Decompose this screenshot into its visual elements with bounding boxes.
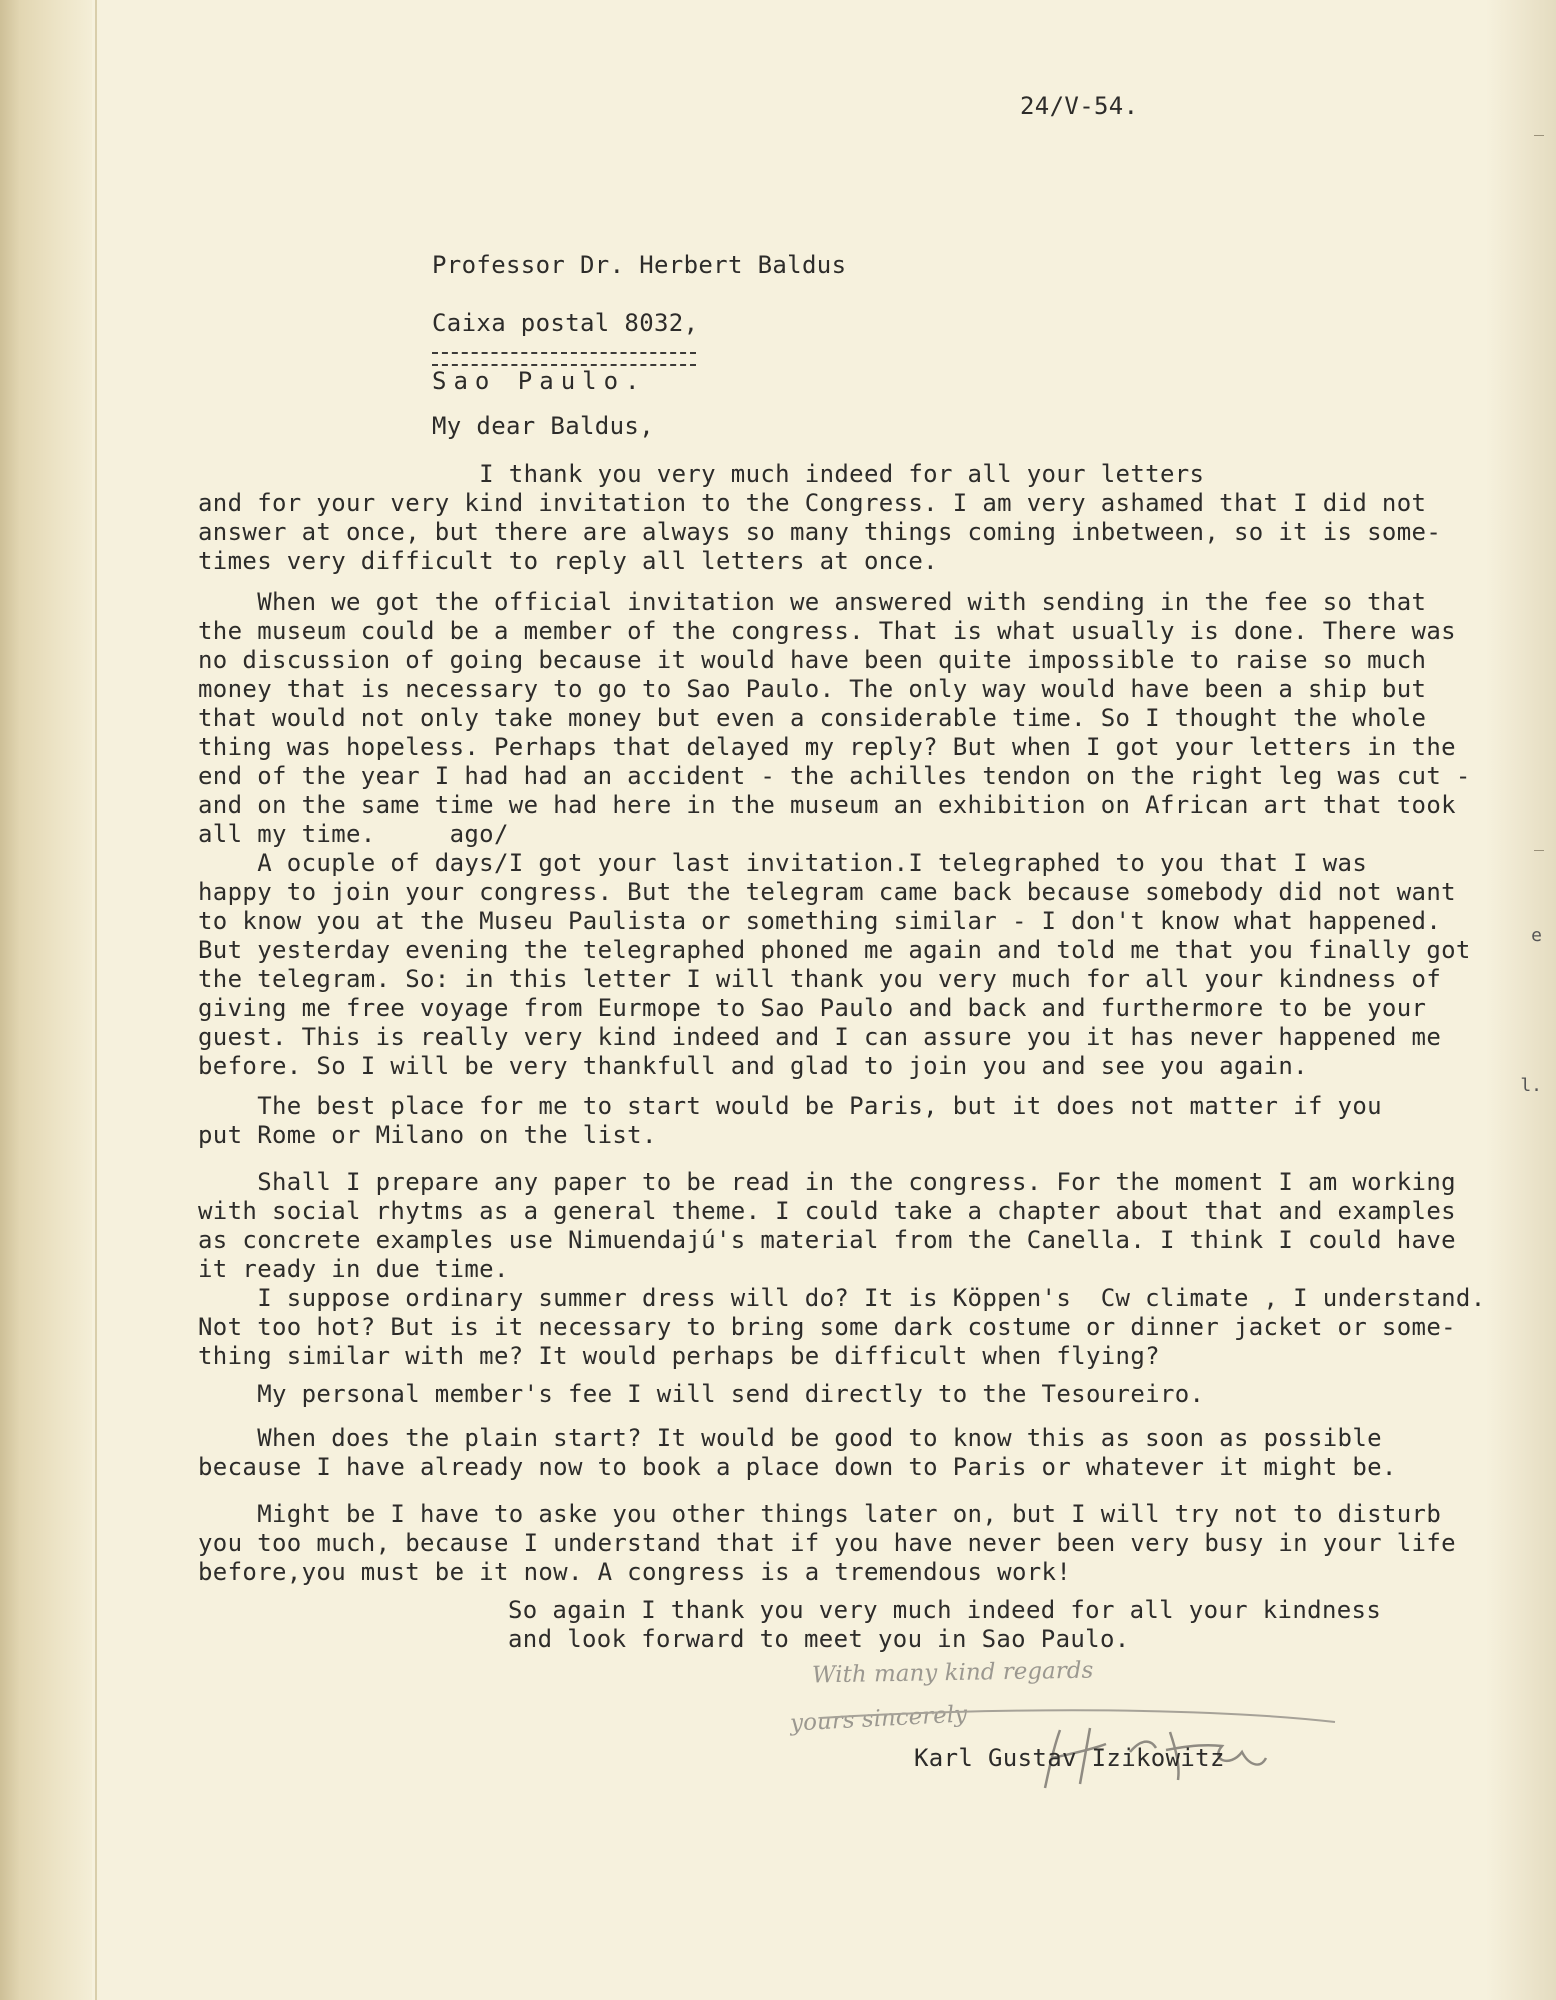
paragraph-6: [198, 1424, 1397, 1482]
text-line: Might be I have to aske you other things later on, but I will try not to disturb: [198, 1500, 1442, 1528]
text-line: I suppose ordinary summer dress will do? It is Köppen's Cw climate , I understand.: [198, 1284, 1486, 1312]
page-edge-shadow: [0, 0, 92, 2000]
text-line: A ocuple of days/I got your last invitation.I telegraphed to you that I was: [198, 849, 1368, 877]
text-line: end of the year I had had an accident - the achilles tendon on the right leg was cut -: [198, 762, 1471, 790]
paragraph-2: [198, 588, 1471, 1081]
margin-character: l.: [1520, 1075, 1542, 1096]
text-line: The best place for me to start would be Paris, but it does not matter if you: [198, 1092, 1382, 1120]
text-line: guest. This is really very kind indeed and I can assure you it has never happened me: [198, 1023, 1442, 1051]
paragraph-5: [198, 1380, 1204, 1409]
text-line: put Rome or Milano on the list.: [198, 1121, 657, 1149]
margin-tick: [1534, 850, 1544, 851]
text-line: with social rhytms as a general theme. I could take a chapter about that and examples: [198, 1197, 1456, 1225]
text-line: all my time. ago/: [198, 820, 509, 848]
text-line: I thank you very much indeed for all your letters: [198, 460, 1205, 488]
text-line: money that is necessary to go to Sao Paulo. The only way would have been a ship but: [198, 675, 1427, 703]
handwritten-regards: With many kind regards: [811, 1657, 1094, 1689]
paragraph-7: [198, 1500, 1456, 1587]
margin-character: e: [1531, 925, 1542, 946]
closing: [508, 1596, 1381, 1654]
text-line: When we got the official invitation we answered with sending in the fee so that: [198, 588, 1427, 616]
text-line: Shall I prepare any paper to be read in the congress. For the moment I am working: [198, 1168, 1456, 1196]
right-crease-shadow: [1486, 0, 1556, 2000]
text-line: When does the plain start? It would be good to know this as soon as possible: [198, 1424, 1382, 1452]
text-line: answer at once, but there are always so many things coming inbetween, so it is some-: [198, 518, 1442, 546]
text-line: before. So I will be very thankfull and glad to join you and see you again.: [198, 1052, 1308, 1080]
margin-tick: [1534, 135, 1544, 136]
text-line: that would not only take money but even a considerable time. So I thought the whole: [198, 704, 1427, 732]
text-line: because I have already now to book a place down to Paris or whatever it might be.: [198, 1453, 1397, 1481]
text-line: before,you must be it now. A congress is a tremendous work!: [198, 1558, 1072, 1586]
text-line: the telegram. So: in this letter I will thank you very much for all your kindness of: [198, 965, 1442, 993]
text-line: no discussion of going because it would have been quite impossible to raise so much: [198, 646, 1427, 674]
text-line: So again I thank you very much indeed for all your kindness: [508, 1596, 1382, 1624]
text-line: happy to join your congress. But the telegram came back because somebody did not want: [198, 878, 1456, 906]
text-line: times very difficult to reply all letters at once.: [198, 547, 938, 575]
text-line: and look forward to meet you in Sao Paulo.: [508, 1625, 1130, 1653]
handwritten-closing: yours sincerely: [789, 1701, 968, 1737]
text-line: My personal member's fee I will send directly to the Tesoureiro.: [198, 1380, 1205, 1408]
paragraph-4: [198, 1168, 1486, 1371]
text-line: But yesterday evening the telegraphed phoned me again and told me that you finally got: [198, 936, 1471, 964]
text-line: it ready in due time.: [198, 1255, 509, 1283]
page-fold-line: [95, 0, 97, 2000]
city-double-underline: [432, 352, 696, 366]
text-line: and on the same time we had here in the museum an exhibition on African art that took: [198, 791, 1456, 819]
text-line: and for your very kind invitation to the Congress. I am very ashamed that I did not: [198, 489, 1427, 517]
text-line: to know you at the Museu Paulista or something similar - I don't know what happened.: [198, 907, 1442, 935]
paragraph-3: [198, 1092, 1382, 1150]
text-line: thing was hopeless. Perhaps that delayed my reply? But when I got your letters in the: [198, 733, 1456, 761]
handwritten-signature: [790, 1680, 1350, 1790]
text-line: you too much, because I understand that if you have never been very busy in your life: [198, 1529, 1456, 1557]
text-line: as concrete examples use Nimuendajú's material from the Canella. I think I could have: [198, 1226, 1456, 1254]
text-line: Not too hot? But is it necessary to bring some dark costume or dinner jacket or some-: [198, 1313, 1456, 1341]
salutation: My dear Baldus,: [432, 412, 654, 440]
text-line: thing similar with me? It would perhaps be difficult when flying?: [198, 1342, 1160, 1370]
signature-name: Karl Gustav Izikowitz: [914, 1744, 1225, 1772]
letter-date: 24/V-54.: [1020, 92, 1139, 120]
recipient-address: [432, 236, 846, 410]
recipient-city: Sao Paulo.: [432, 367, 647, 395]
recipient-name: Professor Dr. Herbert Baldus: [432, 251, 847, 279]
recipient-postbox: Caixa postal 8032,: [432, 309, 699, 337]
paragraph-1: [198, 460, 1441, 576]
text-line: the museum could be a member of the congress. That is what usually is done. There was: [198, 617, 1456, 645]
text-line: giving me free voyage from Eurmope to Sao Paulo and back and furthermore to be your: [198, 994, 1427, 1022]
